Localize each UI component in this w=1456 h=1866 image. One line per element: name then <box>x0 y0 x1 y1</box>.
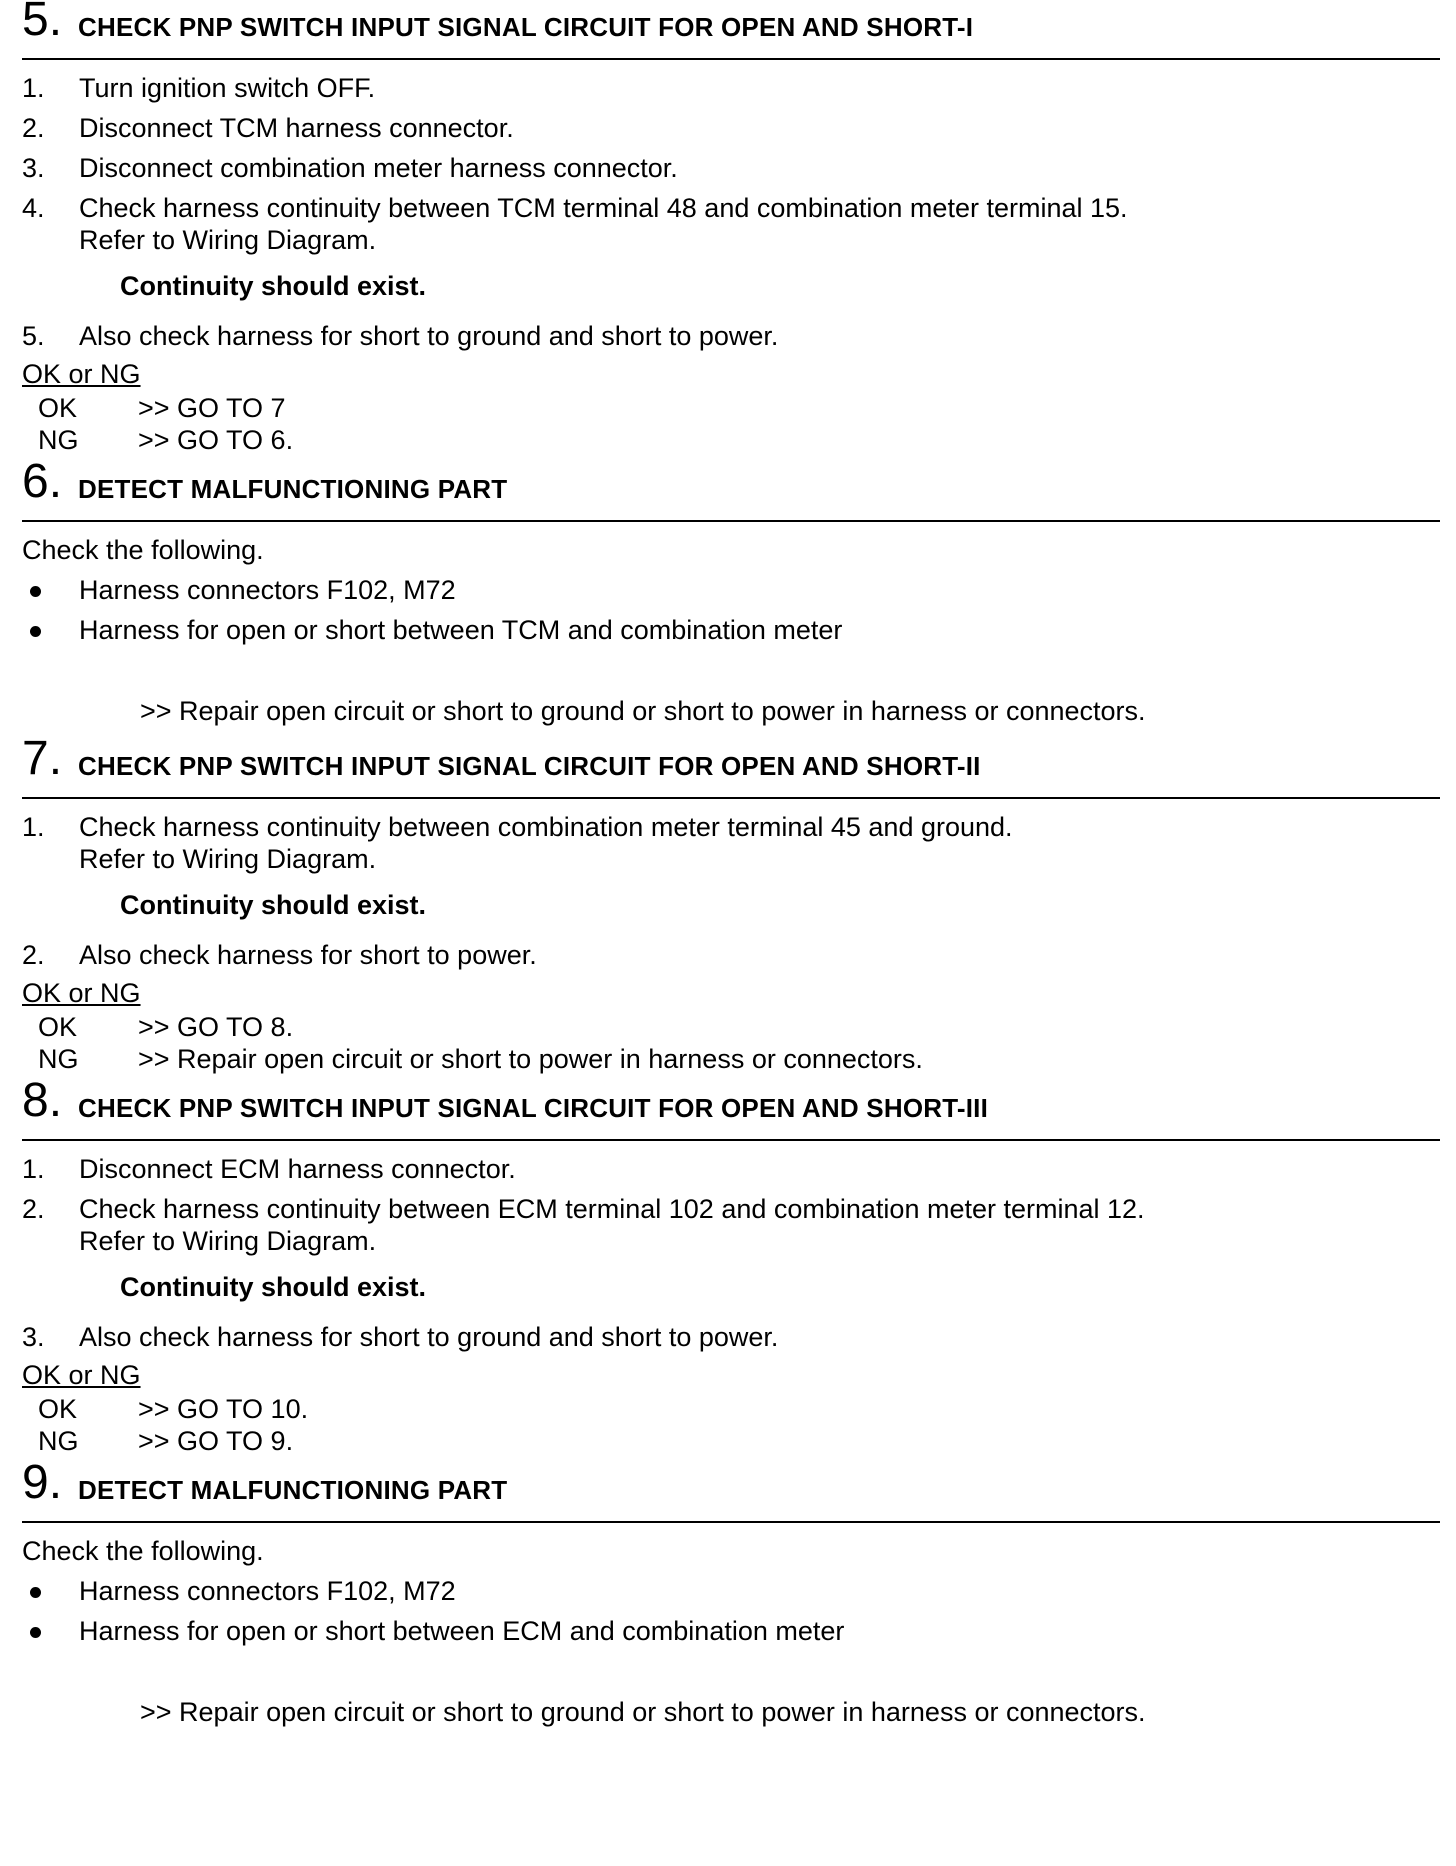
result-row <box>22 392 1440 424</box>
step-number: 2. <box>22 940 45 970</box>
section-number: 5. <box>22 0 63 46</box>
continuity-note: Continuity should exist. <box>120 890 427 920</box>
step-text: Disconnect ECM harness connector. <box>79 1154 516 1184</box>
step-number: 2. <box>22 1194 45 1224</box>
result-action: >> GO TO 8. <box>138 1012 294 1042</box>
result-key: NG <box>38 1426 79 1456</box>
section-title: DETECT MALFUNCTIONING PART <box>78 474 508 504</box>
step-text-block <box>79 1193 1145 1257</box>
result-action: >> GO TO 10. <box>138 1394 309 1424</box>
bullet-text: Harness for open or short between TCM and combination meter <box>79 615 843 645</box>
result-row <box>22 1043 1440 1075</box>
result-row <box>22 424 1440 456</box>
step-number: 1. <box>22 73 45 103</box>
result-row <box>22 1011 1440 1043</box>
bullet-item <box>22 610 1440 650</box>
step-number: 2. <box>22 113 45 143</box>
result-row <box>22 1425 1440 1457</box>
step <box>22 148 1440 188</box>
step-reference: Refer to Wiring Diagram. <box>79 844 377 874</box>
step <box>22 1149 1440 1189</box>
step-text: Disconnect combination meter harness connector. <box>79 153 678 183</box>
step <box>22 68 1440 108</box>
section-6 <box>22 455 1440 731</box>
step-text: Also check harness for short to ground and short to power. <box>79 1322 779 1352</box>
intro-text: Check the following. <box>22 535 264 565</box>
bullet-text: Harness connectors F102, M72 <box>79 575 456 605</box>
section-5 <box>22 0 1440 456</box>
bullet-text: Harness connectors F102, M72 <box>79 1576 456 1606</box>
section-number: 9. <box>22 1456 63 1509</box>
result-action: >> GO TO 9. <box>138 1426 294 1456</box>
step-number: 3. <box>22 153 45 183</box>
result-key: OK <box>38 1394 78 1424</box>
step-reference: Refer to Wiring Diagram. <box>79 225 377 255</box>
continuity-note: Continuity should exist. <box>120 271 427 301</box>
step-text: Check harness continuity between ECM terminal 102 and combination meter terminal 12. <box>79 1194 1145 1224</box>
bullet-icon <box>30 1587 41 1598</box>
step <box>22 188 1440 260</box>
section-header <box>22 1456 1440 1523</box>
result-row <box>22 1393 1440 1425</box>
step-text: Check harness continuity between combination meter terminal 45 and ground. <box>79 812 1013 842</box>
result-key: OK <box>38 1012 78 1042</box>
step-number: 5. <box>22 321 45 351</box>
repair-instruction: >> Repair open circuit or short to ground or short to power in harness or connectors. <box>140 696 1146 726</box>
section-8 <box>22 1074 1440 1457</box>
result-action: >> GO TO 7 <box>138 393 286 423</box>
bullet-icon <box>30 586 41 597</box>
section-header <box>22 1074 1440 1141</box>
repair-instruction: >> Repair open circuit or short to ground or short to power in harness or connectors. <box>140 1697 1146 1727</box>
bullet-item <box>22 1611 1440 1651</box>
step-text-block <box>79 192 1128 256</box>
intro-text: Check the following. <box>22 1536 264 1566</box>
section-number: 8. <box>22 1074 63 1127</box>
ok-or-ng-label: OK or NG <box>22 359 141 389</box>
section-title: DETECT MALFUNCTIONING PART <box>78 1475 508 1505</box>
section-title: CHECK PNP SWITCH INPUT SIGNAL CIRCUIT FOR OPEN AND SHORT-III <box>78 1093 989 1123</box>
ok-or-ng-label: OK or NG <box>22 1360 141 1390</box>
step-text: Disconnect TCM harness connector. <box>79 113 514 143</box>
section-number: 7. <box>22 732 63 785</box>
step <box>22 807 1440 879</box>
section-7 <box>22 732 1440 1075</box>
section-header <box>22 455 1440 522</box>
section-header <box>22 0 1440 60</box>
result-action: >> Repair open circuit or short to power in harness or connectors. <box>138 1044 923 1074</box>
step-reference: Refer to Wiring Diagram. <box>79 1226 377 1256</box>
step <box>22 935 1440 975</box>
ok-or-ng-label: OK or NG <box>22 978 141 1008</box>
section-9 <box>22 1456 1440 1732</box>
step <box>22 108 1440 148</box>
section-header <box>22 732 1440 799</box>
document-page <box>22 0 1440 1732</box>
step-number: 4. <box>22 193 45 223</box>
bullet-icon <box>30 1627 41 1638</box>
step <box>22 316 1440 356</box>
section-number: 6. <box>22 455 63 508</box>
continuity-note: Continuity should exist. <box>120 1272 427 1302</box>
step-text: Turn ignition switch OFF. <box>79 73 376 103</box>
step-text: Also check harness for short to power. <box>79 940 537 970</box>
result-action: >> GO TO 6. <box>138 425 294 455</box>
bullet-text: Harness for open or short between ECM and combination meter <box>79 1616 845 1646</box>
bullet-item <box>22 570 1440 610</box>
result-key: OK <box>38 393 78 423</box>
section-title: CHECK PNP SWITCH INPUT SIGNAL CIRCUIT FOR OPEN AND SHORT-II <box>78 751 981 781</box>
step-number: 1. <box>22 1154 45 1184</box>
step <box>22 1317 1440 1357</box>
result-key: NG <box>38 425 79 455</box>
result-key: NG <box>38 1044 79 1074</box>
bullet-icon <box>30 626 41 637</box>
section-title: CHECK PNP SWITCH INPUT SIGNAL CIRCUIT FOR OPEN AND SHORT-I <box>78 12 974 42</box>
bullet-item <box>22 1571 1440 1611</box>
step-text-block <box>79 811 1013 875</box>
step <box>22 1189 1440 1261</box>
step-number: 3. <box>22 1322 45 1352</box>
step-text: Check harness continuity between TCM terminal 48 and combination meter terminal 15. <box>79 193 1128 223</box>
step-number: 1. <box>22 812 45 842</box>
step-text: Also check harness for short to ground and short to power. <box>79 321 779 351</box>
